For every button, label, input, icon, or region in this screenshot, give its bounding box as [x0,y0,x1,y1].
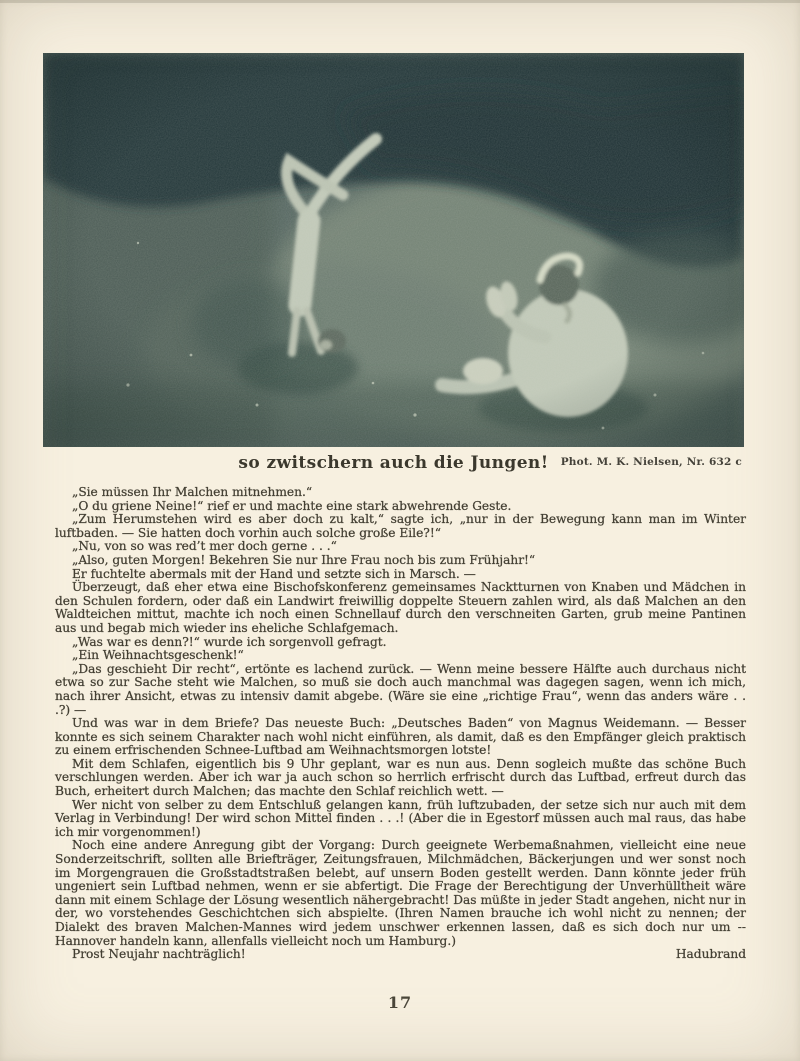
paragraph: „O du griene Neine!“ rief er und machte eine stark abwehrende Geste. [72,498,512,513]
paragraph: „Zum Herumstehen wird es aber doch zu kalt,“ sagte ich, „nur in der Bewegung kann man im Winter luftbaden. — Sie hatten doch vorhin auch solche große Eile?!“ [55,512,746,540]
closing-line [55,948,746,962]
photo-caption: so zwitschern auch die Jungen! [238,453,549,473]
paragraph: Noch eine andere Anregung gibt der Vorgang: Durch geeignete Werbemaßnahmen, vielleicht eine neue Sonderzeitschrift, sollten alle Briefträger, Zeitungsfrauen, Milchmädchen, Bäckerjungen und wer sonst noch im Morgengrauen die Großstadtstraßen belebt, auf unsern Boden gestellt werden. Dann könnte jeder früh ungeniert sein Luftbad nehmen, wenn er sie abfertigt. Die Frage der Berechtigung der Unverhülltheit wäre dann mit einem Schlage der Lösung wesentlich nähergebracht! Das müßte in jeder Stadt angehen, nicht nur in der, wo vorstehendes Geschichtchen sich abspielte. (Ihren Namen brauche ich wohl nicht zu nennen; der Dialekt des braven Malchen-Mannes wird jedem unschwer erkennen lassen, daß es sich doch nur um -- Hannover handeln kann, allenfalls vielleicht noch um Hamburg.) [55,838,746,948]
paragraph: „Ein Weihnachtsgeschenk!“ [72,648,244,663]
paragraph: Wer nicht von selber zu dem Entschluß gelangen kann, früh luftzubaden, der setze sich nur auch mit dem Verlag in Verbindung! Der wird schon Mittel finden . . .! (Aber die in Egestorf müssen auch mal raus, das habe ich mir vorgenommen!) [55,797,746,839]
paragraph: Er fuchtelte abermals mit der Hand und setzte sich in Marsch. — [72,566,476,581]
paragraph: „Also, guten Morgen! Bekehren Sie nur Ihre Frau noch bis zum Frühjahr!“ [72,552,536,567]
paragraph: Überzeugt, daß eher etwa eine Bischofskonferenz gemeinsames Nacktturnen von Knaben und Mädchen in den Schulen fordern, oder daß ein Landwirt freiwillig doppelte Steuern zahlen wird, als daß Malchen an den Waldteichen mittut, machte ich noch einen Schnellauf durch den verschneiten Garten, grub meine Pantinen aus und begab mich wieder ins eheliche Schlafgemach. [55,580,746,635]
paragraph: Und was war in dem Briefe? Das neueste Buch: „Deutsches Baden“ von Magnus Weidemann. — Besser konnte es sich seinem Charakter nach wohl nicht einführen, als damit, daß es den Empfänger gleich praktisch zu einem erfrischenden Schnee-Luftbad am Weihnachtsmorgen lotste! [55,716,746,758]
farewell-text: Prost Neujahr nachträglich! [72,947,246,962]
article-body [55,486,746,962]
meadow-photograph [43,53,744,447]
caption-row [43,453,744,475]
photo-credit: Phot. M. K. Nielsen, Nr. 632 c [560,456,742,468]
paragraph: Mit dem Schlafen, eigentlich bis 9 Uhr geplant, war es nun aus. Denn sogleich mußte das schöne Buch verschlungen werden. Aber ich war ja auch schon so herrlich erfrischt durch das Luftbad, erfreut durch das Buch, erheitert durch Malchen; das machte den Schlaf reichlich wett. — [55,756,746,799]
paragraph: „Nu, von so was red’t mer doch gerne . . .“ [72,539,337,554]
paragraph-list [55,486,746,948]
page-number: 17 [387,993,413,1012]
meadow-photo-illustration [43,53,744,447]
scan-edge [0,0,800,3]
author-signature: Hadubrand [675,947,746,962]
paragraph: „Was war es denn?!“ wurde ich sorgenvoll gefragt. [72,634,387,649]
paragraph: „Sie müssen Ihr Malchen mitnehmen.“ [72,485,313,499]
paragraph: „Das geschieht Dir recht“, ertönte es lachend zurück. — Wenn meine bessere Hälfte auch durchaus nicht etwa so zur Sache steht wie Malchen, so muß sie doch auch manchmal was dagegen sagen, wenn ich mich, nach ihrer Ansicht, etwas zu intensiv damit abgebe. (Wäre sie eine „richtige Frau“, wenn das anders wäre . . .?) — [55,661,746,717]
